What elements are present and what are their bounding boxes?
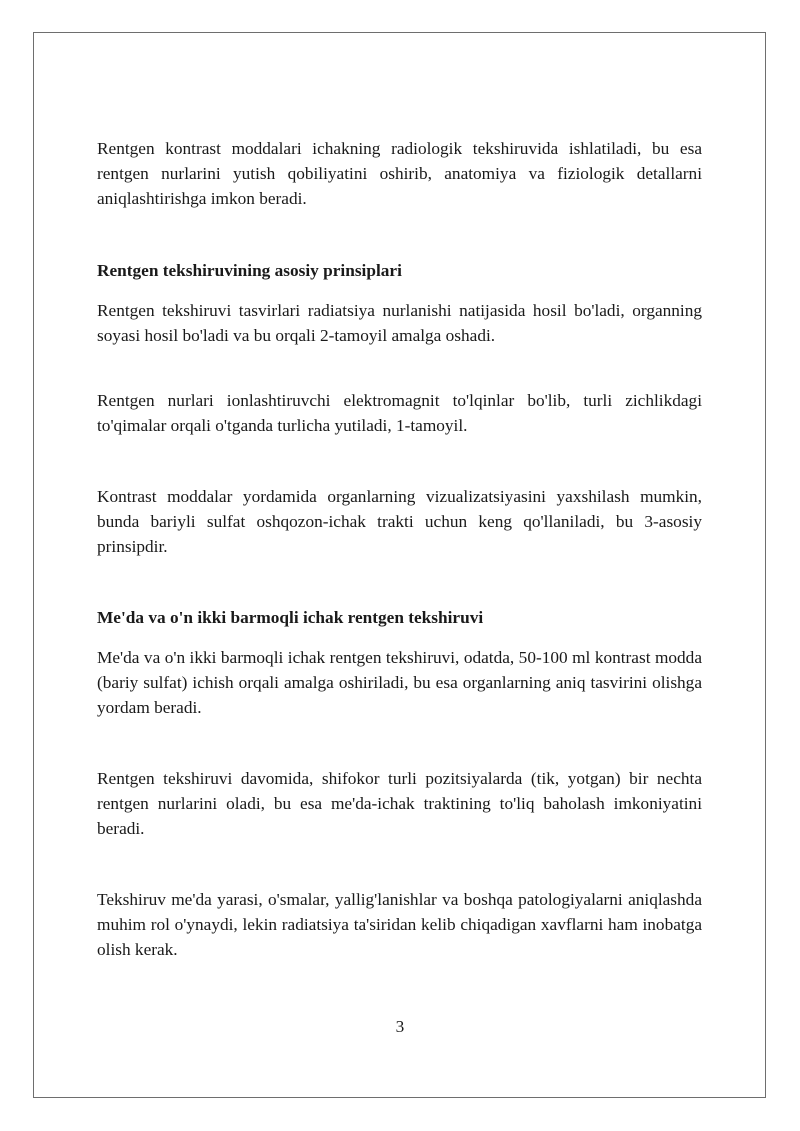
paragraph-intro: Rentgen kontrast moddalari ichakning radiologik tekshiruvida ishlatiladi, bu esa rentgen nurlarini yutish qobiliyatini oshirib, anatomiya va fiziologik detallarni aniqlashtirishga imkon beradi.: [97, 139, 702, 208]
paragraph-principle-2: Rentgen tekshiruvi tasvirlari radiatsiya nurlanishi natijasida hosil bo'ladi, organning soyasi hosil bo'ladi va bu orqali 2-tamoyil amalga oshadi.: [97, 301, 702, 345]
paragraph-procedure: Me'da va o'n ikki barmoqli ichak rentgen tekshiruvi, odatda, 50-100 ml kontrast modda (bariy sulfat) ichish orqali amalga oshiriladi, bu esa organlarning aniq tasvirini olishga yordam beradi.: [97, 648, 702, 717]
section-heading-stomach-duodenum: Me'da va o'n ikki barmoqli ichak rentgen tekshiruvi: [97, 608, 484, 627]
page-content: [97, 136, 702, 962]
paragraph-principle-3: Kontrast moddalar yordamida organlarning vizualizatsiyasini yaxshilash mumkin, bunda bariyli sulfat oshqozon-ichak trakti uchun keng qo'llaniladi, bu 3-asosiy prinsipdir.: [97, 487, 702, 556]
paragraph-principle-1: Rentgen nurlari ionlashtiruvchi elektromagnit to'lqinlar bo'lib, turli zichlikdagi to'qimalar orqali o'tganda turlicha yutiladi, 1-tamoyil.: [97, 391, 702, 435]
paragraph-pathologies: Tekshiruv me'da yarasi, o'smalar, yallig'lanishlar va boshqa patologiyalarni aniqlashda muhim rol o'ynaydi, lekin radiatsiya ta'siridan kelib chiqadigan xavflarni ham inobatga olish kerak.: [97, 890, 702, 959]
paragraph-positions: Rentgen tekshiruvi davomida, shifokor turli pozitsiyalarda (tik, yotgan) bir nechta rentgen nurlarini oladi, bu esa me'da-ichak traktining to'liq baholash imkoniyatini beradi.: [97, 769, 702, 838]
section-heading-principles: Rentgen tekshiruvining asosiy prinsiplari: [97, 261, 402, 280]
page-number: 3: [395, 1017, 405, 1036]
